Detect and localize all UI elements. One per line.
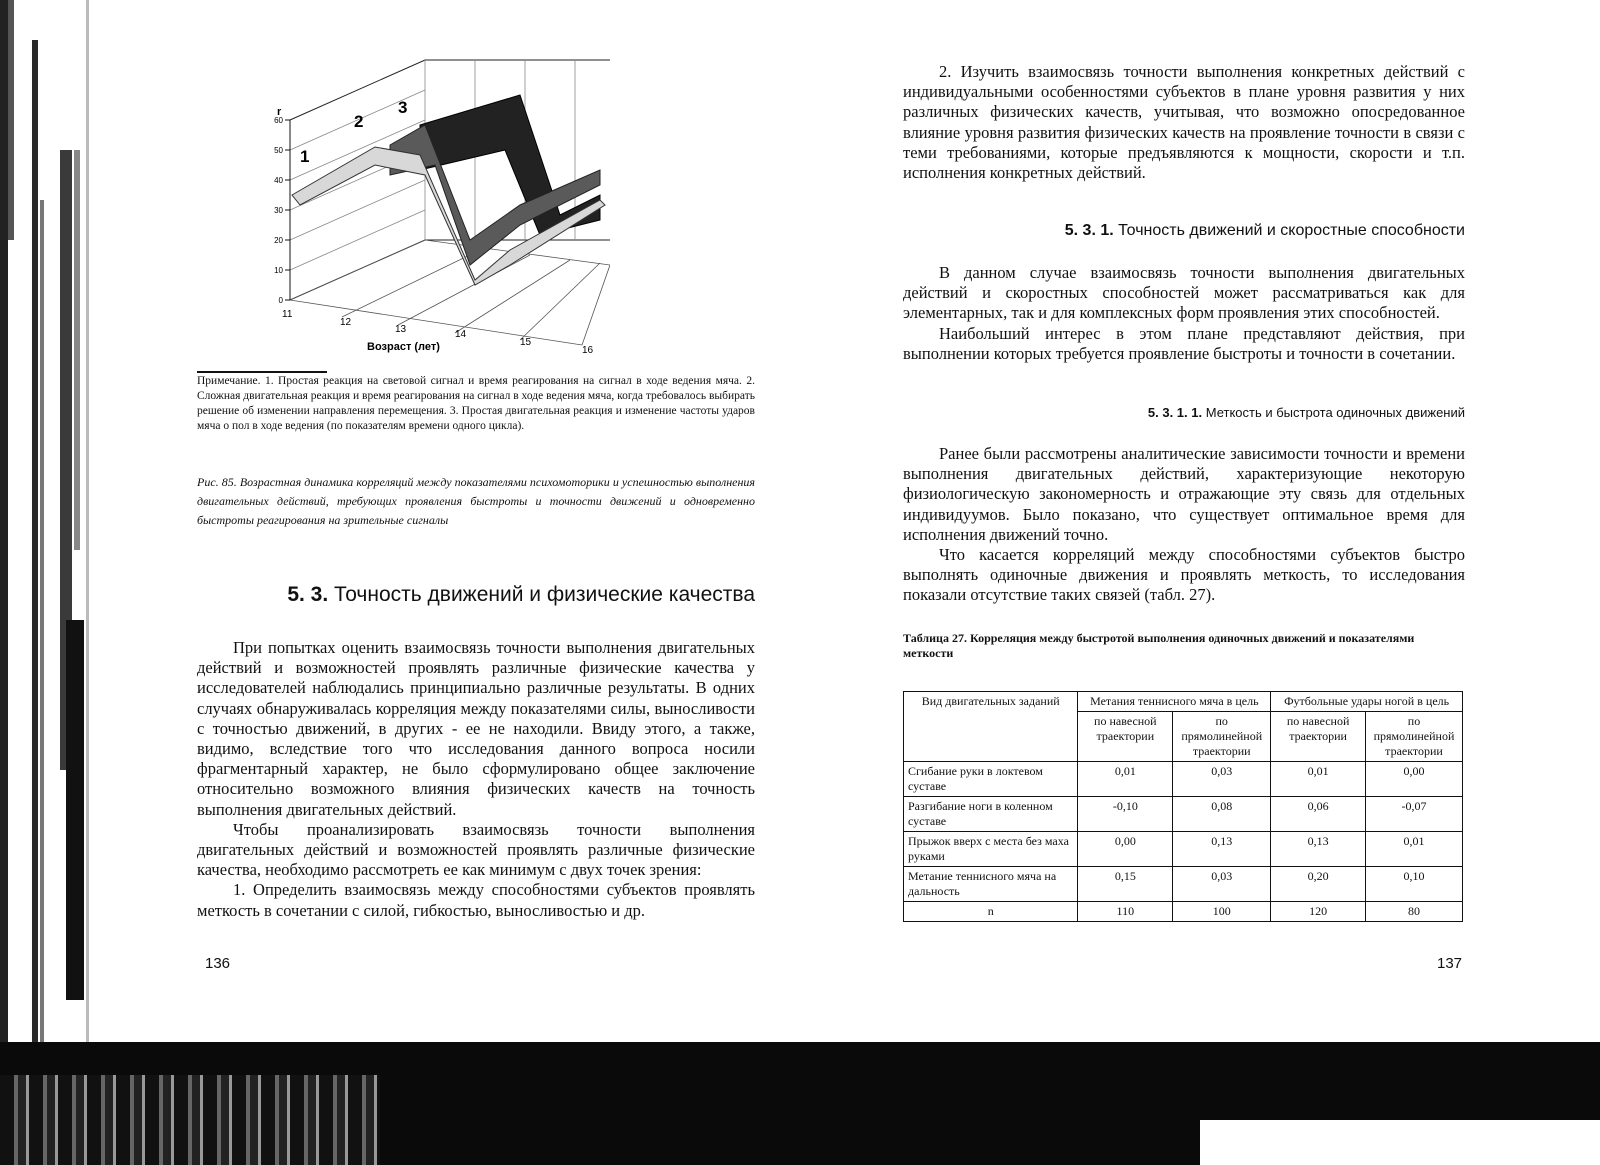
- left-body: [197, 638, 755, 921]
- chart-x-title: Возраст (лет): [367, 341, 440, 353]
- body-paragraph: Ранее были рассмотрены аналитические зависимости точности и времени выполнения двигательных действий, характеризующие некоторую физиологическую закономерность и отражающие эту связь для отдельных индивидуумов. Было показано, что существует оптимальное время для исполнения движений точно.: [903, 444, 1465, 544]
- table-cell: 0,08: [1173, 797, 1271, 832]
- scan-bottom-right-band: [1180, 1100, 1600, 1120]
- table-cell: -0,07: [1366, 797, 1463, 832]
- table-cell: 0,01: [1078, 762, 1173, 797]
- page-number-right: 137: [1437, 955, 1463, 972]
- table-row: [904, 797, 1463, 832]
- chart-y-tick: 0: [278, 296, 283, 305]
- table-subheader: по прямолинейной траектории: [1366, 712, 1463, 762]
- intro-paragraph: 2. Изучить взаимосвязь точности выполнения конкретных действий с индивидуальными особенностями субъектов в плане уровня развития у них различных физических качеств, учитывая, что возможно опосредованное влияние уровня развития физических качеств на проявление точности в связи с теми требованиями, которые предъявляются к мощности, скорости и т.п. исполнения конкретных действий.: [903, 62, 1465, 183]
- table-cell: 0,03: [1173, 867, 1271, 902]
- table-cell: 120: [1271, 902, 1366, 922]
- chart-series-label-3: 3: [398, 98, 408, 117]
- chart-y-tick: 40: [274, 176, 283, 185]
- section-heading: [197, 583, 755, 607]
- table-row: [904, 762, 1463, 797]
- chart-x-tick: 14: [455, 329, 467, 340]
- table-cell-n-label: n: [904, 902, 1078, 922]
- table-caption-label: Таблица 27.: [903, 631, 967, 645]
- chart-x-tick: 12: [340, 317, 352, 328]
- table-cell: -0,10: [1078, 797, 1173, 832]
- table-cell: 0,00: [1078, 832, 1173, 867]
- table-cell: 80: [1366, 902, 1463, 922]
- table-subheader: по прямолинейной траектории: [1173, 712, 1271, 762]
- figure-caption: [197, 473, 755, 530]
- table-row: [904, 832, 1463, 867]
- subsubsection-body: [903, 444, 1465, 606]
- figure-caption-text: Возрастная динамика корреляций между показателями психомоторики и успешностью выполнения двигательных действий, требующих проявления быстроты и точности движений и одновременно быстроты реагирования на зрительные сигналы: [197, 475, 755, 527]
- body-paragraph: При попытках оценить взаимосвязь точности выполнения двигательных действий и возможностей проявлять различные физические качества у исследователей наблюдались принципиально различные результаты. В одних случаях обнаруживалась корреляция между показателями силы, выносливости с точностью движений, в других - ее не находили. Ввиду этого, а также, видимо, вследствие того что исследования данного вопроса носили фрагментарный характер, не было сформулировано общее заключение относительно возможного влияния физических качеств на точность выполнения двигательных действий.: [197, 638, 755, 819]
- subsection-body: [903, 263, 1465, 364]
- table-cell: 0,01: [1366, 832, 1463, 867]
- figure-caption-label: Рис. 85.: [197, 475, 237, 489]
- body-paragraph: Чтобы проанализировать взаимосвязь точности выполнения двигательных действий и возможностей проявлять различные физические качества, необходимо рассмотреть ее как минимум с двух точек зрения:: [197, 819, 755, 880]
- scan-bottom-white-patch: [1200, 1120, 1600, 1165]
- table-cell-task: Разгибание ноги в коленном суставе: [904, 797, 1078, 832]
- subsubsection-title: Меткость и быстрота одиночных движений: [1205, 405, 1465, 420]
- table-caption: [903, 631, 1465, 661]
- chart-y-tick: 10: [274, 266, 283, 275]
- chart-y-tick: 20: [274, 236, 283, 245]
- chart-x-tick: 11: [282, 309, 293, 320]
- scan-edge-left: [0, 0, 100, 1080]
- scan-bottom-noise: [0, 1075, 380, 1165]
- chart-y-tick: 60: [274, 116, 283, 125]
- body-paragraph: Что касается корреляций между способностями субъектов быстро выполнять одиночные движения и проявлять меткость, то исследования показали отсутствие таких связей (табл. 27).: [903, 545, 1465, 605]
- table-row: [904, 867, 1463, 902]
- section-title: Точность движений и физические качества: [334, 583, 755, 606]
- table-cell: 0,15: [1078, 867, 1173, 902]
- table-cell-task: Прыжок вверх с места без маха руками: [904, 832, 1078, 867]
- chart-x-tick: 15: [520, 337, 532, 348]
- section-number: 5. 3.: [287, 583, 329, 606]
- chart-3d: [270, 55, 610, 360]
- table-cell: 0,06: [1271, 797, 1366, 832]
- subsection-number: 5. 3. 1.: [1064, 222, 1114, 239]
- chart-series-label-2: 2: [354, 112, 364, 131]
- table-cell: 0,13: [1173, 832, 1271, 867]
- correlation-table: [903, 691, 1463, 922]
- table-caption-text: Корреляция между быстротой выполнения одиночных движений и показателями меткости: [903, 631, 1415, 660]
- table-subheader: по навесной траектории: [1078, 712, 1173, 762]
- subsubsection-number: 5. 3. 1. 1.: [1147, 405, 1203, 420]
- chart-series-label-1: 1: [300, 147, 310, 166]
- body-paragraph: 1. Определить взаимосвязь между способностями субъектов проявлять меткость в сочетании с силой, гибкостью, выносливостью и др.: [197, 880, 755, 920]
- table-cell: 0,03: [1173, 762, 1271, 797]
- chart-x-tick: 16: [582, 345, 594, 356]
- table-header-group: Футбольные удары ногой в цель: [1271, 692, 1463, 712]
- table-header-group: Метания теннисного мяча в цель: [1078, 692, 1271, 712]
- table-cell: 110: [1078, 902, 1173, 922]
- body-paragraph: Наибольший интерес в этом плане представляют действия, при выполнении которых требуется проявление быстроты и точности в сочетании.: [903, 323, 1465, 363]
- table-header-task: Вид двигательных заданий: [904, 692, 1078, 762]
- table-cell: 0,01: [1271, 762, 1366, 797]
- figure-note: Примечание. 1. Простая реакция на световой сигнал и время реагирования на сигнал в ходе ведения мяча. 2. Сложная двигательная реакция и время реагирования на сигнал в ходе ведения мяча, когда требовалось выбирать решение об изменении направления перемещения. 3. Простая двигательная реакция и изменение частоты ударов мяча о пол в ходе ведения (по показателям времени одного цикла).: [197, 375, 755, 432]
- chart-y-tick: 30: [274, 206, 283, 215]
- subsubsection-heading: [903, 405, 1465, 420]
- table-cell: 0,13: [1271, 832, 1366, 867]
- chart-x-tick: 13: [395, 324, 407, 335]
- table-row-n: [904, 902, 1463, 922]
- subsection-title: Точность движений и скоростные способности: [1118, 222, 1465, 239]
- subsection-heading: [903, 222, 1465, 240]
- note-rule: [197, 371, 327, 373]
- table-cell-task: Метание теннисного мяча на дальность: [904, 867, 1078, 902]
- page-number-left: 136: [205, 955, 231, 972]
- table-cell: 0,20: [1271, 867, 1366, 902]
- table-cell: 0,00: [1366, 762, 1463, 797]
- chart-y-label: r: [277, 106, 282, 118]
- body-paragraph: В данном случае взаимосвязь точности выполнения двигательных действий и скоростных способностей может рассматриваться как для элементарных, так и для комплексных форм проявления этих способностей.: [903, 263, 1465, 323]
- table-cell: 100: [1173, 902, 1271, 922]
- right-intro: [903, 62, 1465, 183]
- table-subheader: по навесной траектории: [1271, 712, 1366, 762]
- table-cell-task: Сгибание руки в локтевом суставе: [904, 762, 1078, 797]
- table-cell: 0,10: [1366, 867, 1463, 902]
- chart-y-tick: 50: [274, 146, 283, 155]
